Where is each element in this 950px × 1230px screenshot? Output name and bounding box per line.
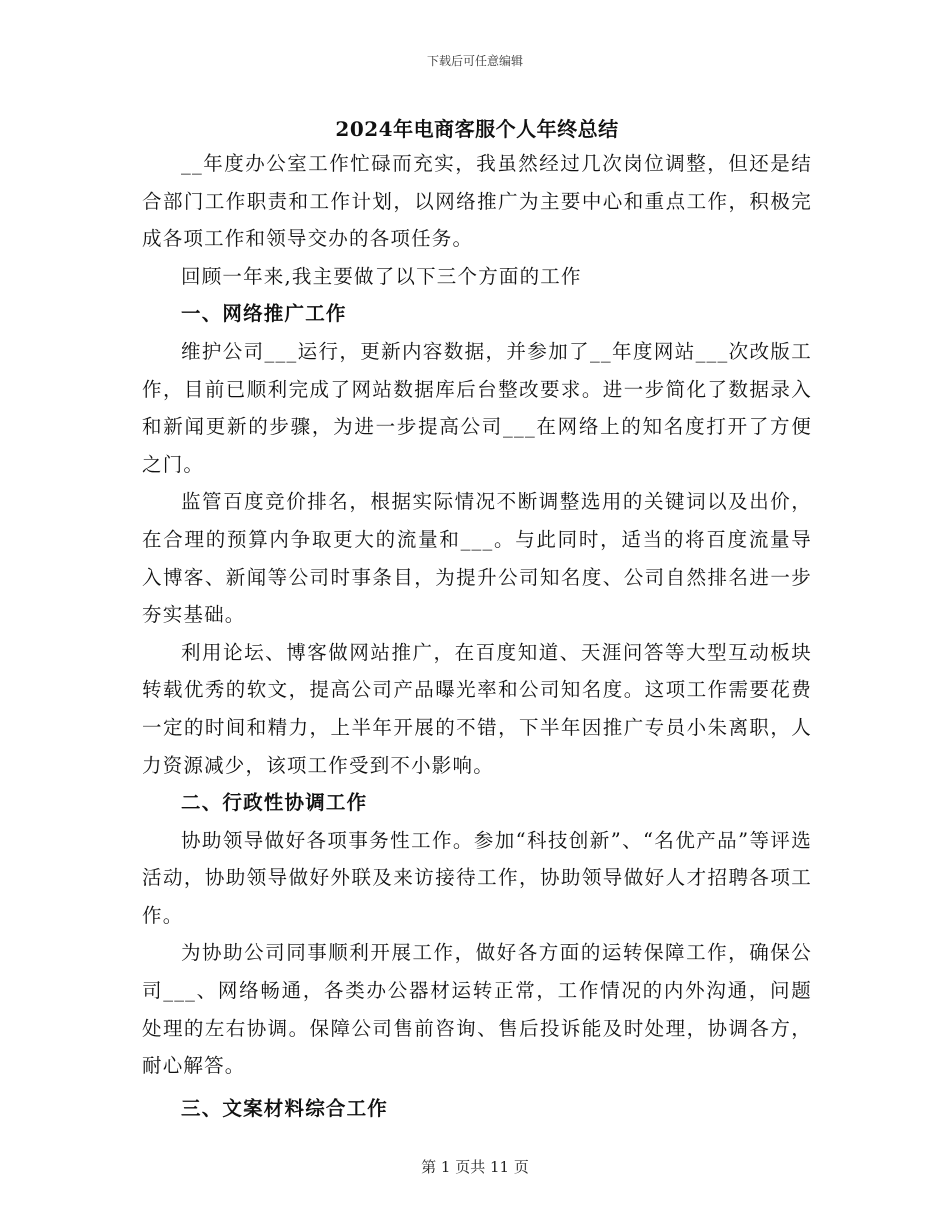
document-body — [142, 114, 812, 1127]
document-title: 2024年电商客服个人年终总结 — [335, 117, 619, 141]
page-header-note: 下载后可任意编辑 — [426, 54, 523, 68]
section-heading-copywriting: 三、文案材料综合工作 — [181, 1096, 389, 1120]
paragraph-operations-support: 为协助公司同事顺利开展工作，做好各方面的运转保障工作，确保公司___、网络畅通，各类办公器材运转正常，工作情况的内外沟通，问题处理的左右协调。保障公司售前咨询、售后投诉能及时处理，协调各方，耐心解答。 — [142, 941, 812, 1078]
section-heading-administrative: 二、行政性协调工作 — [181, 791, 368, 815]
page-number-footer: 第 1 页共 11 页 — [421, 1158, 529, 1176]
section-heading-network-promotion: 一、网络推广工作 — [181, 302, 347, 326]
paragraph-website-maintenance: 维护公司___运行，更新内容数据，并参加了__年度网站___次改版工作，目前已顺利完成了网站数据库后台整改要求。进一步简化了数据录入和新闻更新的步骤，为进一步提高公司___在网络上的知名度打开了方便之门。 — [142, 339, 812, 476]
paragraph-baidu-bidding: 监管百度竞价排名，根据实际情况不断调整选用的关键词以及出价，在合理的预算内争取更大的流量和___。与此同时，适当的将百度流量导入博客、新闻等公司时事条目，为提升公司知名度、公司自然排名进一步夯实基础。 — [142, 490, 812, 627]
paragraph-review: 回顾一年来,我主要做了以下三个方面的工作 — [181, 264, 582, 288]
paragraph-intro: __年度办公室工作忙碌而充实，我虽然经过几次岗位调整，但还是结合部门工作职责和工作计划，以网络推广为主要中心和重点工作，积极完成各项工作和领导交办的各项任务。 — [142, 152, 812, 251]
paragraph-assist-leadership: 协助领导做好各项事务性工作。参加“科技创新”、“名优产品”等评选活动，协助领导做好外联及来访接待工作，协助领导做好人才招聘各项工作。 — [142, 828, 812, 927]
paragraph-forum-blog-promotion: 利用论坛、博客做网站推广，在百度知道、天涯问答等大型互动板块转载优秀的软文，提高公司产品曝光率和公司知名度。这项工作需要花费一定的时间和精力，上半年开展的不错，下半年因推广专员小朱离职，人力资源减少，该项工作受到不小影响。 — [142, 640, 812, 777]
